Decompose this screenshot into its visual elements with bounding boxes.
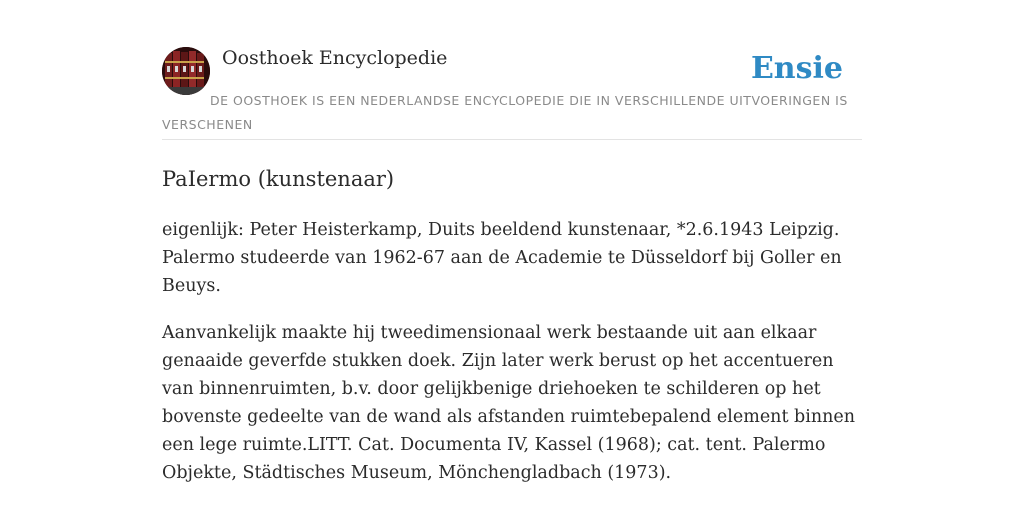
site-avatar[interactable] [162, 47, 210, 95]
header-divider [162, 139, 862, 140]
article-paragraph-2: Aanvankelijk maakte hij tweedimensionaal werk bestaande uit aan elkaar genaaide geverfde stukken doek. Zijn later werk berust op het accentueren van binnenruimten, b.v. door gelijkbenige driehoeken te schilderen op het bovenste gedeelte van de wand als afstanden ruimtebepalend element binnen een lege ruimte.LITT. Cat. Documenta IV, Kassel (1968); cat. tent. Palermo Objekte, Städtisches Museum, Mönchengladbach (1973). [162, 323, 856, 483]
article-paragraph-1: eigenlijk: Peter Heisterkamp, Duits beeldend kunstenaar, *2.6.1943 Leipzig. Palermo studeerde van 1962-67 aan de Academie te Düsseldorf bij Goller en Beuys. [162, 220, 842, 296]
encyclopedia-books-icon [162, 47, 210, 95]
ensie-logo-link[interactable]: Ensie [750, 51, 843, 86]
article-title: PaIermo (kunstenaar) [162, 167, 395, 191]
site-tagline: DE OOSTHOEK IS EEN NEDERLANDSE ENCYCLOPEDIE DIE IN VERSCHILLENDE UITVOERINGEN IS VERSCHENEN [162, 93, 848, 132]
article-body [162, 216, 862, 506]
site-name-link[interactable]: Oosthoek Encyclopedie [222, 47, 448, 69]
